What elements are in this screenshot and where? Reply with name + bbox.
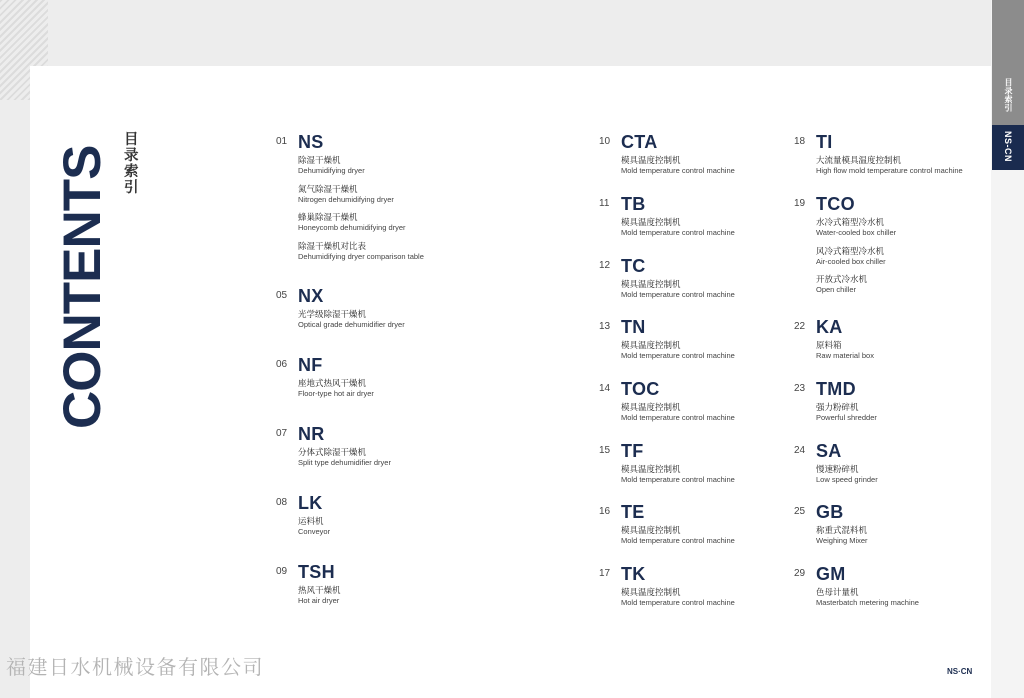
- entry-items: [816, 217, 1024, 303]
- item-name-en: Optical grade dehumidifier dryer: [298, 320, 405, 329]
- entry-page-number: 17: [599, 568, 611, 579]
- entry-page-number: 08: [276, 497, 288, 508]
- item-name-en: Dehumidifying dryer: [298, 166, 365, 175]
- entry-page-number: 12: [599, 260, 611, 271]
- entry-item: [298, 585, 508, 614]
- entry-page-number: 13: [599, 321, 611, 332]
- entry-item: [621, 525, 831, 554]
- item-name-cn: 模具温度控制机: [621, 525, 681, 535]
- entry-page-number: 29: [794, 568, 806, 579]
- entry-item: [816, 155, 1024, 184]
- item-name-en: Mold temperature control machine: [621, 166, 735, 175]
- item-name-en: Conveyor: [298, 527, 331, 536]
- entry-item: [621, 402, 831, 431]
- entry-items: [621, 464, 831, 493]
- entry-code: TOC: [621, 379, 660, 399]
- entry-items: [298, 309, 508, 338]
- entry-items: [621, 217, 831, 246]
- entry-code: LK: [298, 493, 323, 513]
- entry-code: KA: [816, 317, 843, 337]
- entry-page-number: 07: [276, 428, 288, 439]
- entry-items: [816, 340, 1024, 369]
- company-watermark: 福建日水机械设备有限公司: [6, 657, 264, 679]
- contents-heading: CONTENTS: [53, 145, 112, 430]
- entry-item: [621, 155, 831, 184]
- entry-items: [621, 279, 831, 308]
- entry-item: [621, 340, 831, 369]
- entry-items: [621, 402, 831, 431]
- item-name-en: Nitrogen dehumidifying dryer: [298, 194, 394, 204]
- entry-items: [298, 447, 508, 476]
- item-name-en: Dehumidifying dryer comparison table: [298, 251, 424, 261]
- entry-item: [621, 217, 831, 246]
- item-name-en: Weighing Mixer: [816, 536, 868, 545]
- entry-item: [298, 241, 508, 270]
- entry-items: [621, 587, 831, 616]
- entry-page-number: 22: [794, 321, 806, 332]
- item-name-cn: 风冷式箱型冷水机: [816, 245, 885, 256]
- entry-items: [621, 525, 831, 554]
- item-name-en: Mold temperature control machine: [621, 228, 735, 237]
- item-name-en: High flow mold temperature control machine: [816, 166, 963, 175]
- item-name-cn: 热风干燥机: [298, 585, 341, 595]
- item-name-en: Mold temperature control machine: [621, 598, 735, 607]
- entry-page-number: 11: [599, 198, 610, 209]
- entry-page-number: 09: [276, 566, 288, 577]
- entry-items: [816, 402, 1024, 431]
- entry-item: [816, 340, 1024, 369]
- entry-items: [298, 155, 508, 269]
- entry-item: [298, 309, 508, 338]
- entry-item: [816, 402, 1024, 431]
- item-name-cn: 除湿干燥机: [298, 155, 341, 165]
- item-name-cn: 水冷式箱型冷水机: [816, 217, 885, 227]
- entry-code: SA: [816, 441, 842, 461]
- entry-page-number: 19: [794, 198, 806, 209]
- entry-code: TB: [621, 194, 646, 214]
- side-tab-contents-label: 目录索引: [1004, 78, 1013, 112]
- entry-page-number: 14: [599, 383, 611, 394]
- entry-page-number: 25: [794, 506, 806, 517]
- item-name-cn: 色母计量机: [816, 587, 859, 597]
- entry-code: NR: [298, 424, 325, 444]
- entry-item: [298, 378, 508, 407]
- entry-items: [298, 585, 508, 614]
- item-name-cn: 大流量模具温度控制机: [816, 155, 902, 165]
- item-name-en: Hot air dryer: [298, 596, 340, 605]
- entry-item: [298, 516, 508, 545]
- entry-item: [298, 212, 508, 241]
- entry-item: [298, 155, 508, 184]
- item-name-cn: 模具温度控制机: [621, 155, 681, 165]
- entry-code: TF: [621, 441, 644, 461]
- entry-items: [816, 525, 1024, 554]
- entry-page-number: 05: [276, 290, 288, 301]
- footer-brand: NS·CN: [947, 667, 973, 676]
- item-name-en: Mold temperature control machine: [621, 475, 735, 484]
- entry-code: TMD: [816, 379, 856, 399]
- entry-page-number: 24: [794, 445, 806, 456]
- item-name-en: Open chiller: [816, 285, 857, 294]
- entry-item: [298, 184, 508, 213]
- entry-page-number: 06: [276, 359, 288, 370]
- item-name-cn: 模具温度控制机: [621, 279, 681, 289]
- item-name-cn: 蜂巢除湿干燥机: [298, 212, 358, 222]
- item-name-cn: 除湿干燥机对比表: [298, 240, 367, 251]
- entry-code: TI: [816, 132, 833, 152]
- item-name-en: Mold temperature control machine: [621, 536, 735, 545]
- entry-code: NX: [298, 286, 324, 306]
- entry-code: CTA: [621, 132, 658, 152]
- entry-items: [298, 378, 508, 407]
- item-name-cn: 慢速粉碎机: [816, 464, 859, 474]
- entry-code: TK: [621, 564, 646, 584]
- entry-item: [816, 464, 1024, 493]
- entry-page-number: 23: [794, 383, 806, 394]
- entry-code: GM: [816, 564, 846, 584]
- item-name-en: Mold temperature control machine: [621, 413, 735, 422]
- item-name-en: Mold temperature control machine: [621, 351, 735, 360]
- entry-items: [816, 464, 1024, 493]
- entry-code: TN: [621, 317, 646, 337]
- item-name-en: Powerful shredder: [816, 413, 877, 422]
- item-name-cn: 称重式混料机: [816, 525, 868, 535]
- item-name-en: Floor-type hot air dryer: [298, 389, 374, 398]
- entry-code: TSH: [298, 562, 335, 582]
- item-name-cn: 模具温度控制机: [621, 464, 681, 474]
- entry-items: [816, 155, 1024, 184]
- item-name-en: Air-cooled box chiller: [816, 256, 886, 266]
- contents-heading-cn: 目录索引: [124, 132, 139, 196]
- item-name-cn: 原料箱: [816, 340, 842, 350]
- entry-item: [816, 587, 1024, 616]
- item-name-en: Masterbatch metering machine: [816, 598, 919, 607]
- entry-item: [816, 525, 1024, 554]
- item-name-cn: 分体式除湿干燥机: [298, 447, 367, 457]
- entry-code: NF: [298, 355, 323, 375]
- side-tab-contents[interactable]: [992, 0, 1024, 125]
- entry-item: [816, 274, 1024, 303]
- item-name-en: Low speed grinder: [816, 475, 878, 484]
- item-name-cn: 光学级除湿干燥机: [298, 309, 367, 319]
- entry-page-number: 01: [276, 136, 288, 147]
- entry-page-number: 15: [599, 445, 611, 456]
- item-name-cn: 开放式冷水机: [816, 274, 868, 284]
- entry-code: TC: [621, 256, 646, 276]
- entry-item: [621, 587, 831, 616]
- item-name-cn: 模具温度控制机: [621, 402, 681, 412]
- item-name-en: Water-cooled box chiller: [816, 228, 897, 237]
- entry-item: [621, 279, 831, 308]
- entry-code: GB: [816, 502, 844, 522]
- item-name-en: Mold temperature control machine: [621, 290, 735, 299]
- entry-item: [298, 447, 508, 476]
- entry-items: [816, 587, 1024, 616]
- side-tab-brand-label: NS-CN: [1003, 131, 1013, 162]
- item-name-cn: 座地式热风干燥机: [298, 378, 367, 388]
- entry-code: TE: [621, 502, 645, 522]
- item-name-cn: 强力粉碎机: [816, 402, 859, 412]
- entry-item: [621, 464, 831, 493]
- item-name-cn: 模具温度控制机: [621, 340, 681, 350]
- entry-items: [621, 155, 831, 184]
- item-name-cn: 模具温度控制机: [621, 587, 681, 597]
- entry-item: [816, 246, 1024, 275]
- entry-code: NS: [298, 132, 324, 152]
- item-name-cn: 模具温度控制机: [621, 217, 681, 227]
- item-name-cn: 氮气除湿干燥机: [298, 183, 358, 194]
- entry-page-number: 16: [599, 506, 611, 517]
- entry-page-number: 18: [794, 136, 806, 147]
- entry-code: TCO: [816, 194, 855, 214]
- item-name-cn: 运料机: [298, 516, 324, 526]
- entry-item: [816, 217, 1024, 246]
- entry-page-number: 10: [599, 136, 611, 147]
- item-name-en: Honeycomb dehumidifying dryer: [298, 223, 406, 232]
- entry-items: [298, 516, 508, 545]
- item-name-en: Split type dehumidifier dryer: [298, 458, 391, 467]
- entry-items: [621, 340, 831, 369]
- item-name-en: Raw material box: [816, 351, 874, 360]
